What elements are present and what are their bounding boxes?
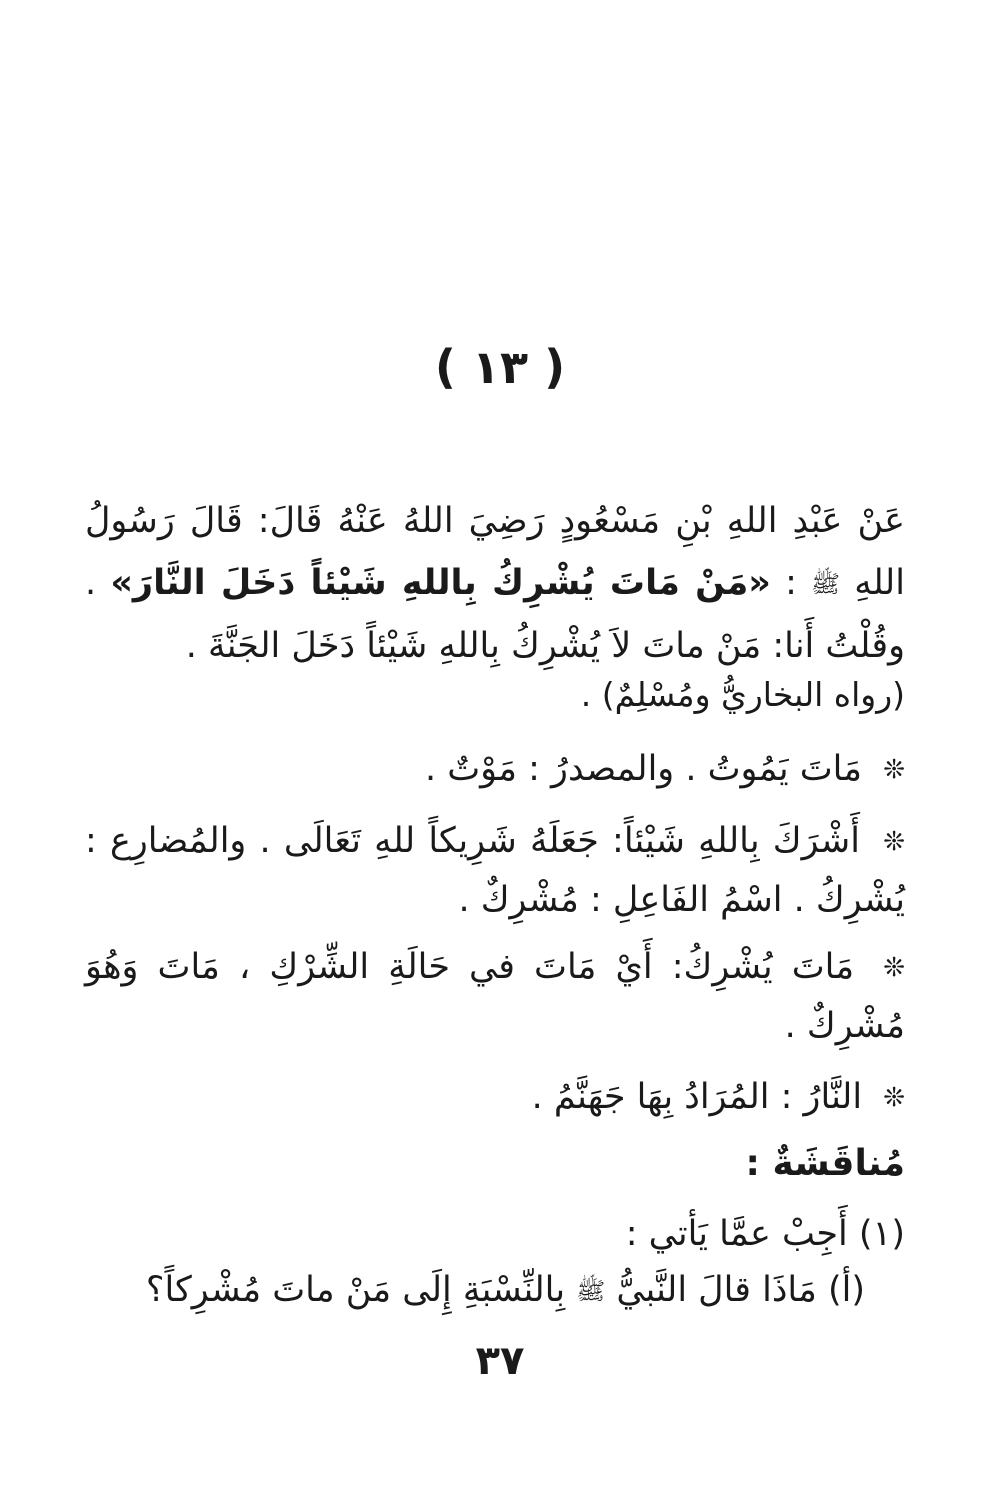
hadith-paragraph — [85, 490, 905, 677]
question-1a-suffix: بِالنِّسْبَةِ إِلَى مَنْ ماتَ مُشْرِكاً؟ — [145, 1270, 566, 1310]
vocab-note-3 — [85, 938, 905, 1055]
vocab-note-text: مَاتَ يَمُوتُ . والمصدرُ : مَوْتٌ . — [424, 749, 863, 789]
question-1a — [85, 1262, 865, 1319]
question-1a-prefix: (أ) مَاذَا قالَ النَّبيُّ — [616, 1270, 865, 1310]
page-number: ٣٧ — [475, 1338, 525, 1384]
star-marker-icon: ❊ — [883, 953, 905, 983]
hadith-source: (رواه البخاريُّ ومُسْلِمٌ) . — [580, 675, 905, 714]
vocab-note-text: النَّارُ : المُرَادُ بِهَا جَهَنَّمُ . — [531, 1077, 863, 1117]
hadith-continuation: . وقُلْتُ أَنا: مَنْ ماتَ لاَ يُشْرِكُ بِاللهِ شَيْئاً دَخَلَ الجَنَّةَ . — [85, 563, 905, 666]
star-marker-icon: ❊ — [883, 827, 905, 857]
hadith-quote: «مَنْ مَاتَ يُشْرِكُ بِاللهِ شَيْئاً دَخَلَ النَّارَ» — [110, 563, 771, 603]
vocab-note-1 — [85, 740, 905, 799]
vocab-note-2 — [85, 812, 905, 929]
lesson-number: ( ١٣ ) — [434, 340, 566, 394]
discussion-heading: مُناقَشَةٌ : — [745, 1143, 905, 1184]
vocab-note-text: أَشْرَكَ بِاللهِ شَيْئاً: جَعَلَهُ شَرِيكاً للهِ تَعَالَى . والمُضارِع : يُشْرِكُ . اسْمُ الفَاعِلِ : مُشْرِكٌ . — [85, 821, 905, 920]
star-marker-icon: ❊ — [883, 755, 905, 785]
vocab-note-text: مَاتَ يُشْرِكُ: أَيْ مَاتَ في حَالَةِ الشِّرْكِ ، مَاتَ وَهُوَ مُشْرِكٌ . — [85, 947, 905, 1046]
star-marker-icon: ❊ — [883, 1083, 905, 1113]
vocab-note-4 — [85, 1068, 905, 1127]
salawat-glyph: ﷺ — [811, 570, 841, 598]
hadith-intro: عَنْ عَبْدِ اللهِ بْنِ مَسْعُودٍ رَضِيَ اللهُ عَنْهُ قَالَ: قَالَ رَسُولُ اللهِ — [85, 501, 905, 603]
hadith-colon: : — [785, 563, 797, 603]
question-1: (١) أَجِبْ عمَّا يَأتي : — [625, 1214, 905, 1254]
salawat-glyph: ﷺ — [576, 1277, 606, 1305]
